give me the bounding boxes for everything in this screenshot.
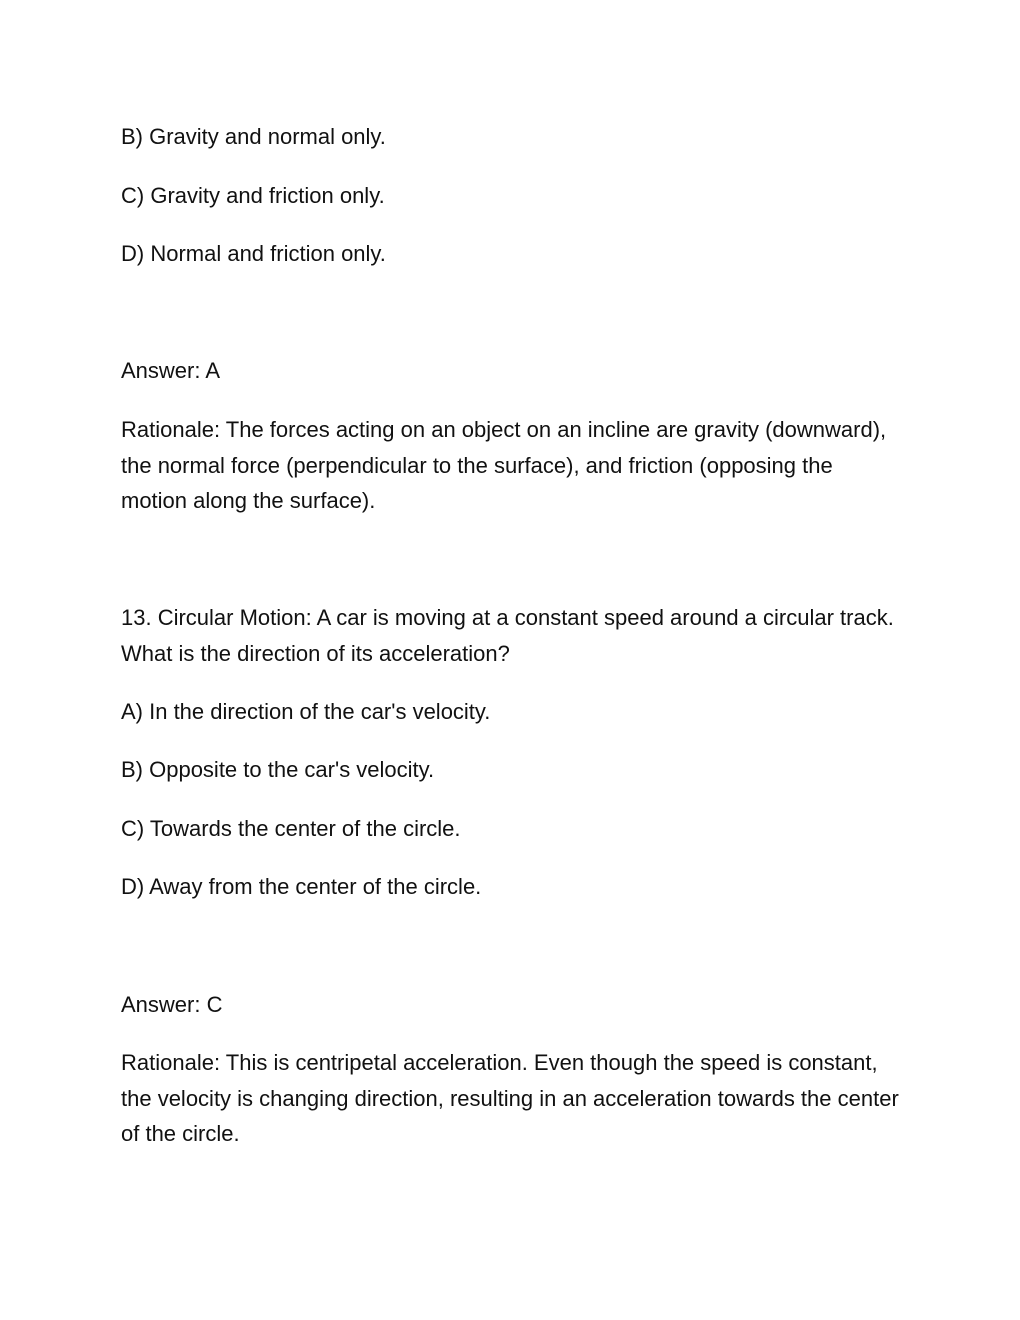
q12-option-b: B) Gravity and normal only. — [121, 124, 386, 149]
q13-option-d: D) Away from the center of the circle. — [121, 874, 482, 899]
q13-rationale: Rationale: This is centripetal acceleration. Even though the speed is constant, the velocity is changing direction, resulting in an acceleration towards the center of the circle. — [121, 1050, 899, 1146]
q13-option-b: B) Opposite to the car's velocity. — [121, 757, 435, 782]
q12-option-c: C) Gravity and friction only. — [121, 183, 385, 208]
q12-rationale: Rationale: The forces acting on an object on an incline are gravity (downward), the normal force (perpendicular to the surface), and friction (opposing the motion along the surface). — [121, 417, 887, 513]
q12-option-d: D) Normal and friction only. — [121, 241, 386, 266]
q13-answer: Answer: C — [121, 992, 223, 1017]
q13-option-a: A) In the direction of the car's velocity. — [121, 699, 491, 724]
q12-answer: Answer: A — [121, 358, 221, 383]
q13-option-c: C) Towards the center of the circle. — [121, 816, 461, 841]
q13-question: 13. Circular Motion: A car is moving at a constant speed around a circular track. What is the direction of its acceleration? — [121, 605, 894, 666]
